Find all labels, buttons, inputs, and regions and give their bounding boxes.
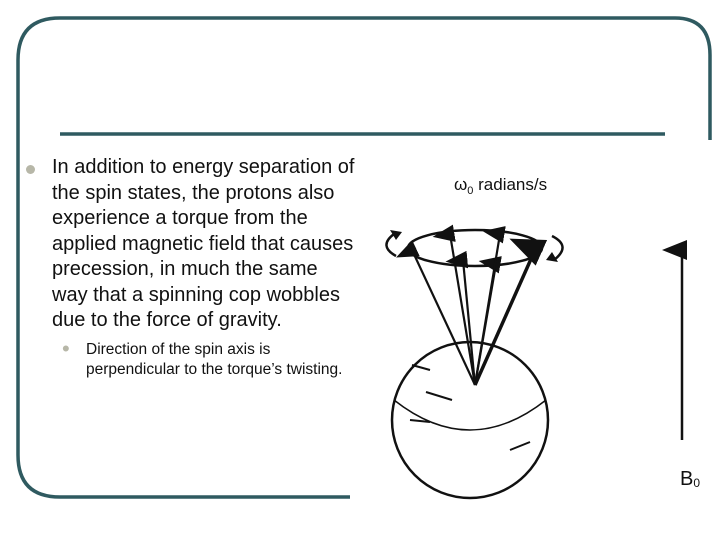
precession-diagram bbox=[360, 160, 720, 500]
sub-bullet-item bbox=[26, 335, 356, 380]
precession-ellipse bbox=[408, 230, 542, 266]
spin-vectors bbox=[412, 234, 535, 385]
spin-vector bbox=[412, 250, 475, 385]
spin-vector bbox=[475, 234, 500, 385]
field-label: B0 bbox=[680, 468, 701, 490]
bullet-item bbox=[26, 155, 356, 334]
bullet-list bbox=[26, 155, 356, 380]
spin-vector bbox=[450, 234, 475, 385]
sub-bullet-icon: • bbox=[62, 335, 70, 361]
omega-label: $\omega_0$ radians/s bbox=[454, 175, 548, 197]
sphere-rotation-marks bbox=[410, 365, 530, 450]
sphere-equator bbox=[394, 400, 546, 430]
sub-bullet-text: Direction of the spin axis is perpendicular to the torque’s twisting. bbox=[86, 340, 343, 378]
bullet-icon bbox=[26, 165, 35, 174]
bullet-main-text: In addition to energy separation of the spin states, the protons also experience a torque from the applied magnetic field that causes precession, in much the same way that a spinning cop wobbles due to the force of gravity. bbox=[52, 156, 355, 331]
